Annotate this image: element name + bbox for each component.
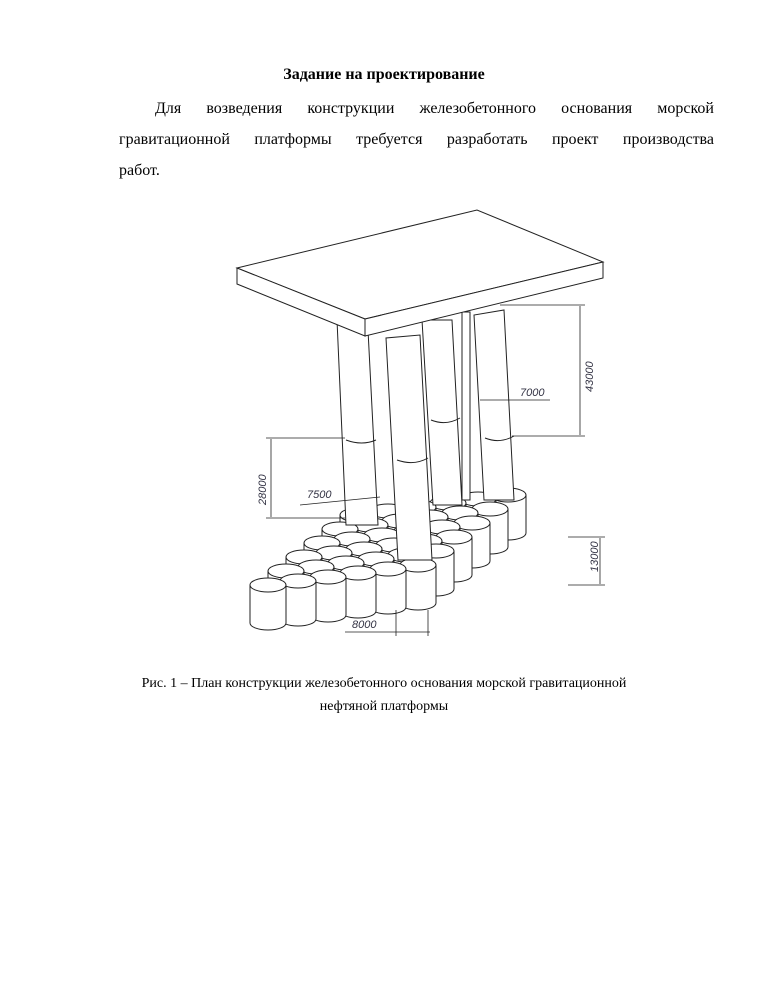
paragraph-line-3: работ.: [119, 162, 160, 179]
column: [462, 312, 470, 500]
dim-28000: 28000: [257, 474, 269, 505]
page-heading: Задание на проектирование: [283, 66, 485, 83]
platform-figure: [230, 200, 630, 650]
dim-7500: 7500: [307, 489, 332, 501]
figure-caption-line-1: Рис. 1 – План конструкции железобетонного основания морской гравитационной: [141, 676, 627, 691]
base-cylinders: [250, 488, 526, 630]
base-cylinder: [250, 578, 286, 630]
dim-13000: 13000: [589, 541, 601, 572]
paragraph-line-2: гравитационной платформы требуется разработать проект производства: [119, 131, 714, 148]
dim-8000: 8000: [352, 619, 377, 631]
deck-slab: [237, 210, 603, 336]
column: [474, 310, 514, 500]
dim-43000: 43000: [584, 361, 596, 392]
column: [337, 320, 378, 525]
paragraph-line-1: Для возведения конструкции железобетонного основания морской: [155, 100, 714, 117]
figure-caption-line-2: нефтяной платформы: [319, 699, 449, 714]
dim-7000: 7000: [520, 387, 545, 399]
